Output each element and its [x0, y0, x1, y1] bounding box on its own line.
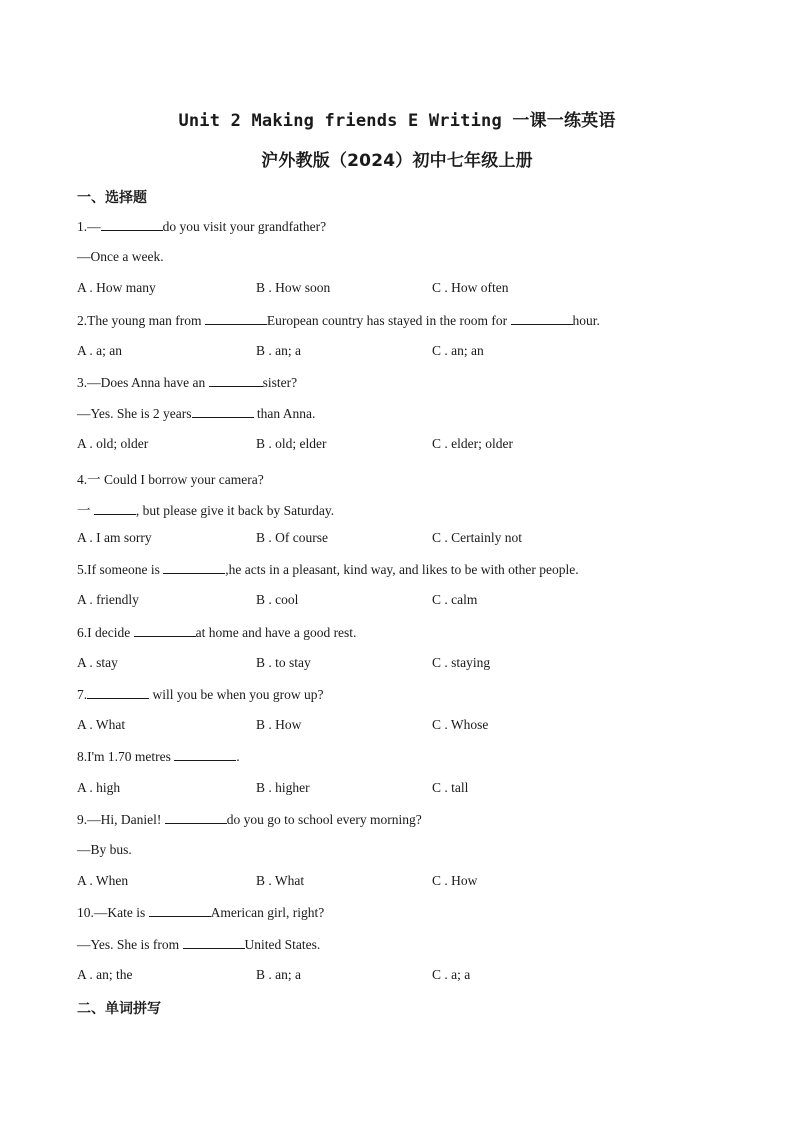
question-4-option-a: A . I am sorry — [77, 530, 152, 545]
answer-blank — [101, 218, 163, 231]
question-10-stem: 10.—Kate is American girl, right? — [77, 905, 325, 921]
question-9-option-a: A . When — [77, 873, 129, 889]
question-9-reply: —By bus. — [77, 842, 132, 857]
answer-blank — [183, 936, 245, 949]
question-7-option-b: B . How — [256, 717, 302, 733]
question-2-option-c: C . an; an — [432, 342, 484, 358]
question-3-reply: —Yes. She is 2 years than Anna. — [77, 406, 316, 422]
answer-blank — [149, 904, 211, 917]
answer-blank — [165, 811, 227, 824]
question-2-option-a: A . a; an — [77, 342, 122, 358]
question-8-option-a: A . high — [77, 779, 121, 795]
question-4-option-c: C . Certainly not — [432, 530, 522, 545]
question-7-option-a: A . What — [77, 717, 126, 733]
question-6-stem: 6.I decide at home and have a good rest. — [77, 624, 357, 640]
question-1-option-c: C . How often — [432, 280, 509, 296]
question-3-option-b: B . old; elder — [256, 436, 327, 452]
question-7-stem: 7. will you be when you grow up? — [77, 687, 324, 702]
question-5-option-a: A . friendly — [77, 592, 139, 608]
answer-blank — [174, 748, 236, 761]
answer-blank — [87, 686, 149, 699]
question-5-stem: 5.If someone is ,he acts in a pleasant, kind way, and likes to be with other people. — [77, 562, 579, 578]
answer-blank — [209, 374, 263, 387]
question-4-stem: 4.一 Could I borrow your camera? — [77, 471, 264, 487]
question-8-option-c: C . tall — [432, 779, 469, 795]
document-subtitle: 沪外教版（2024）初中七年级上册 — [261, 151, 533, 171]
question-2-option-b: B . an; a — [256, 342, 301, 358]
question-6-option-b: B . to stay — [256, 654, 311, 670]
answer-blank — [163, 561, 225, 574]
question-1-option-b: B . How soon — [256, 280, 331, 296]
question-7-option-c: C . Whose — [432, 717, 489, 733]
question-6-option-a: A . stay — [77, 654, 118, 670]
question-10-option-b: B . an; a — [256, 966, 301, 982]
question-4-reply: 一 , but please give it back by Saturday. — [77, 502, 335, 518]
answer-blank — [205, 312, 267, 325]
question-1-stem: 1.— do you visit your grandfather? — [77, 219, 327, 234]
question-3-option-a: A . old; older — [77, 436, 149, 452]
question-9-option-b: B . What — [256, 873, 305, 889]
question-10-option-c: C . a; a — [432, 966, 471, 982]
section-heading-choice: 一、选择题 — [77, 190, 147, 206]
answer-blank — [511, 312, 573, 325]
answer-blank — [94, 502, 136, 515]
document-title: Unit 2 Making friends E Writing 一课一练英语 — [178, 111, 616, 131]
question-1-reply: —Once a week. — [77, 249, 164, 265]
question-8-option-b: B . higher — [256, 779, 310, 795]
question-9-option-c: C . How — [432, 873, 478, 889]
question-10-option-a: A . an; the — [77, 966, 133, 982]
question-1-option-a: A . How many — [77, 280, 156, 296]
question-6-option-c: C . staying — [432, 654, 491, 670]
question-3-stem: 3.—Does Anna have an sister? — [77, 375, 298, 390]
section-heading-spelling: 二、单词拼写 — [77, 1001, 161, 1017]
question-4-option-b: B . Of course — [256, 530, 328, 545]
question-5-option-b: B . cool — [256, 592, 299, 608]
answer-blank — [192, 405, 254, 418]
question-2-stem: 2.The young man from European country has stayed in the room for hour. — [77, 312, 600, 328]
question-3-option-c: C . elder; older — [432, 436, 513, 452]
answer-blank — [134, 624, 196, 637]
question-10-reply: —Yes. She is from United States. — [77, 936, 321, 952]
question-9-stem: 9.—Hi, Daniel! do you go to school every morning? — [77, 811, 422, 827]
question-8-stem: 8.I'm 1.70 metres . — [77, 749, 240, 765]
question-5-option-c: C . calm — [432, 592, 478, 608]
